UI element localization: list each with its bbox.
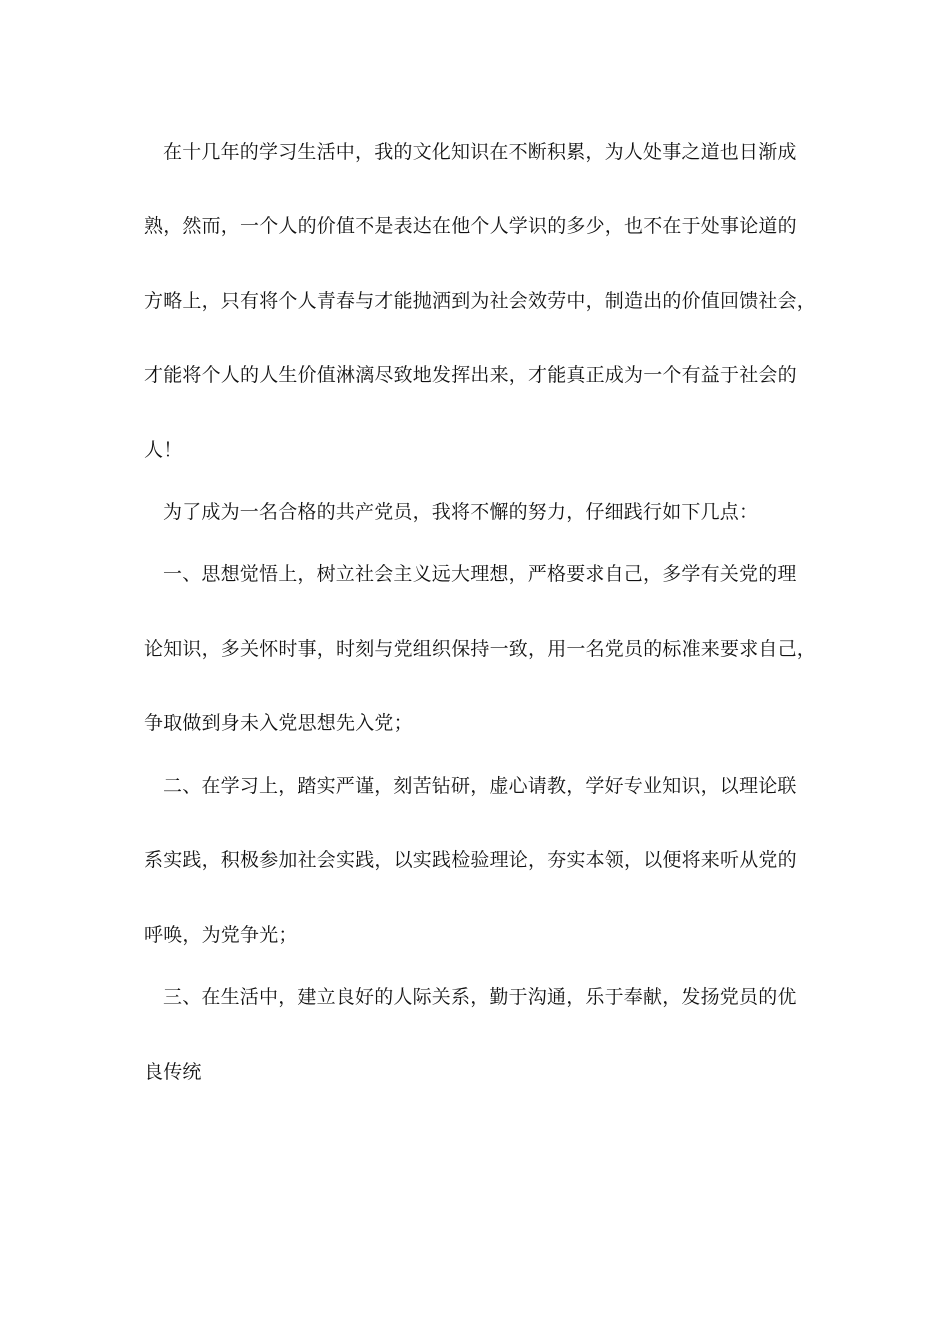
- item-2-line-2: 系实践，积极参加社会实践，以实践检验理论，夯实本领，以便将来听从党的: [144, 849, 797, 871]
- paragraph-1-line-1: 在十几年的学习生活中，我的文化知识在不断积累，为人处事之道也日渐成: [163, 141, 797, 163]
- item-2-line-3: 呼唤，为党争光；: [144, 924, 298, 946]
- item-3-line-2: 良传统: [144, 1061, 202, 1083]
- paragraph-1-line-2: 熟，然而，一个人的价值不是表达在他个人学识的多少，也不在于处事论道的: [144, 215, 797, 237]
- paragraph-2-line-1: 为了成为一名合格的共产党员，我将不懈的努力，仔细践行如下几点：: [163, 501, 759, 523]
- item-1-line-3: 争取做到身未入党思想先入党；: [144, 712, 413, 734]
- paragraph-1-line-4: 才能将个人的人生价值淋漓尽致地发挥出来，才能真正成为一个有益于社会的: [144, 364, 797, 386]
- item-1-line-2: 论知识，多关怀时事，时刻与党组织保持一致，用一名党员的标准来要求自己，: [144, 638, 817, 660]
- paragraph-1-line-3: 方略上，只有将个人青春与才能抛洒到为社会效劳中，制造出的价值回馈社会，: [144, 290, 817, 312]
- item-2-line-1: 二、在学习上，踏实严谨，刻苦钻研，虚心请教，学好专业知识，以理论联: [163, 775, 797, 797]
- item-3-line-1: 三、在生活中，建立良好的人际关系，勤于沟通，乐于奉献，发扬党员的优: [163, 986, 797, 1008]
- paragraph-1-line-5: 人！: [144, 439, 183, 461]
- item-1-line-1: 一、思想觉悟上，树立社会主义远大理想，严格要求自己，多学有关党的理: [163, 563, 797, 585]
